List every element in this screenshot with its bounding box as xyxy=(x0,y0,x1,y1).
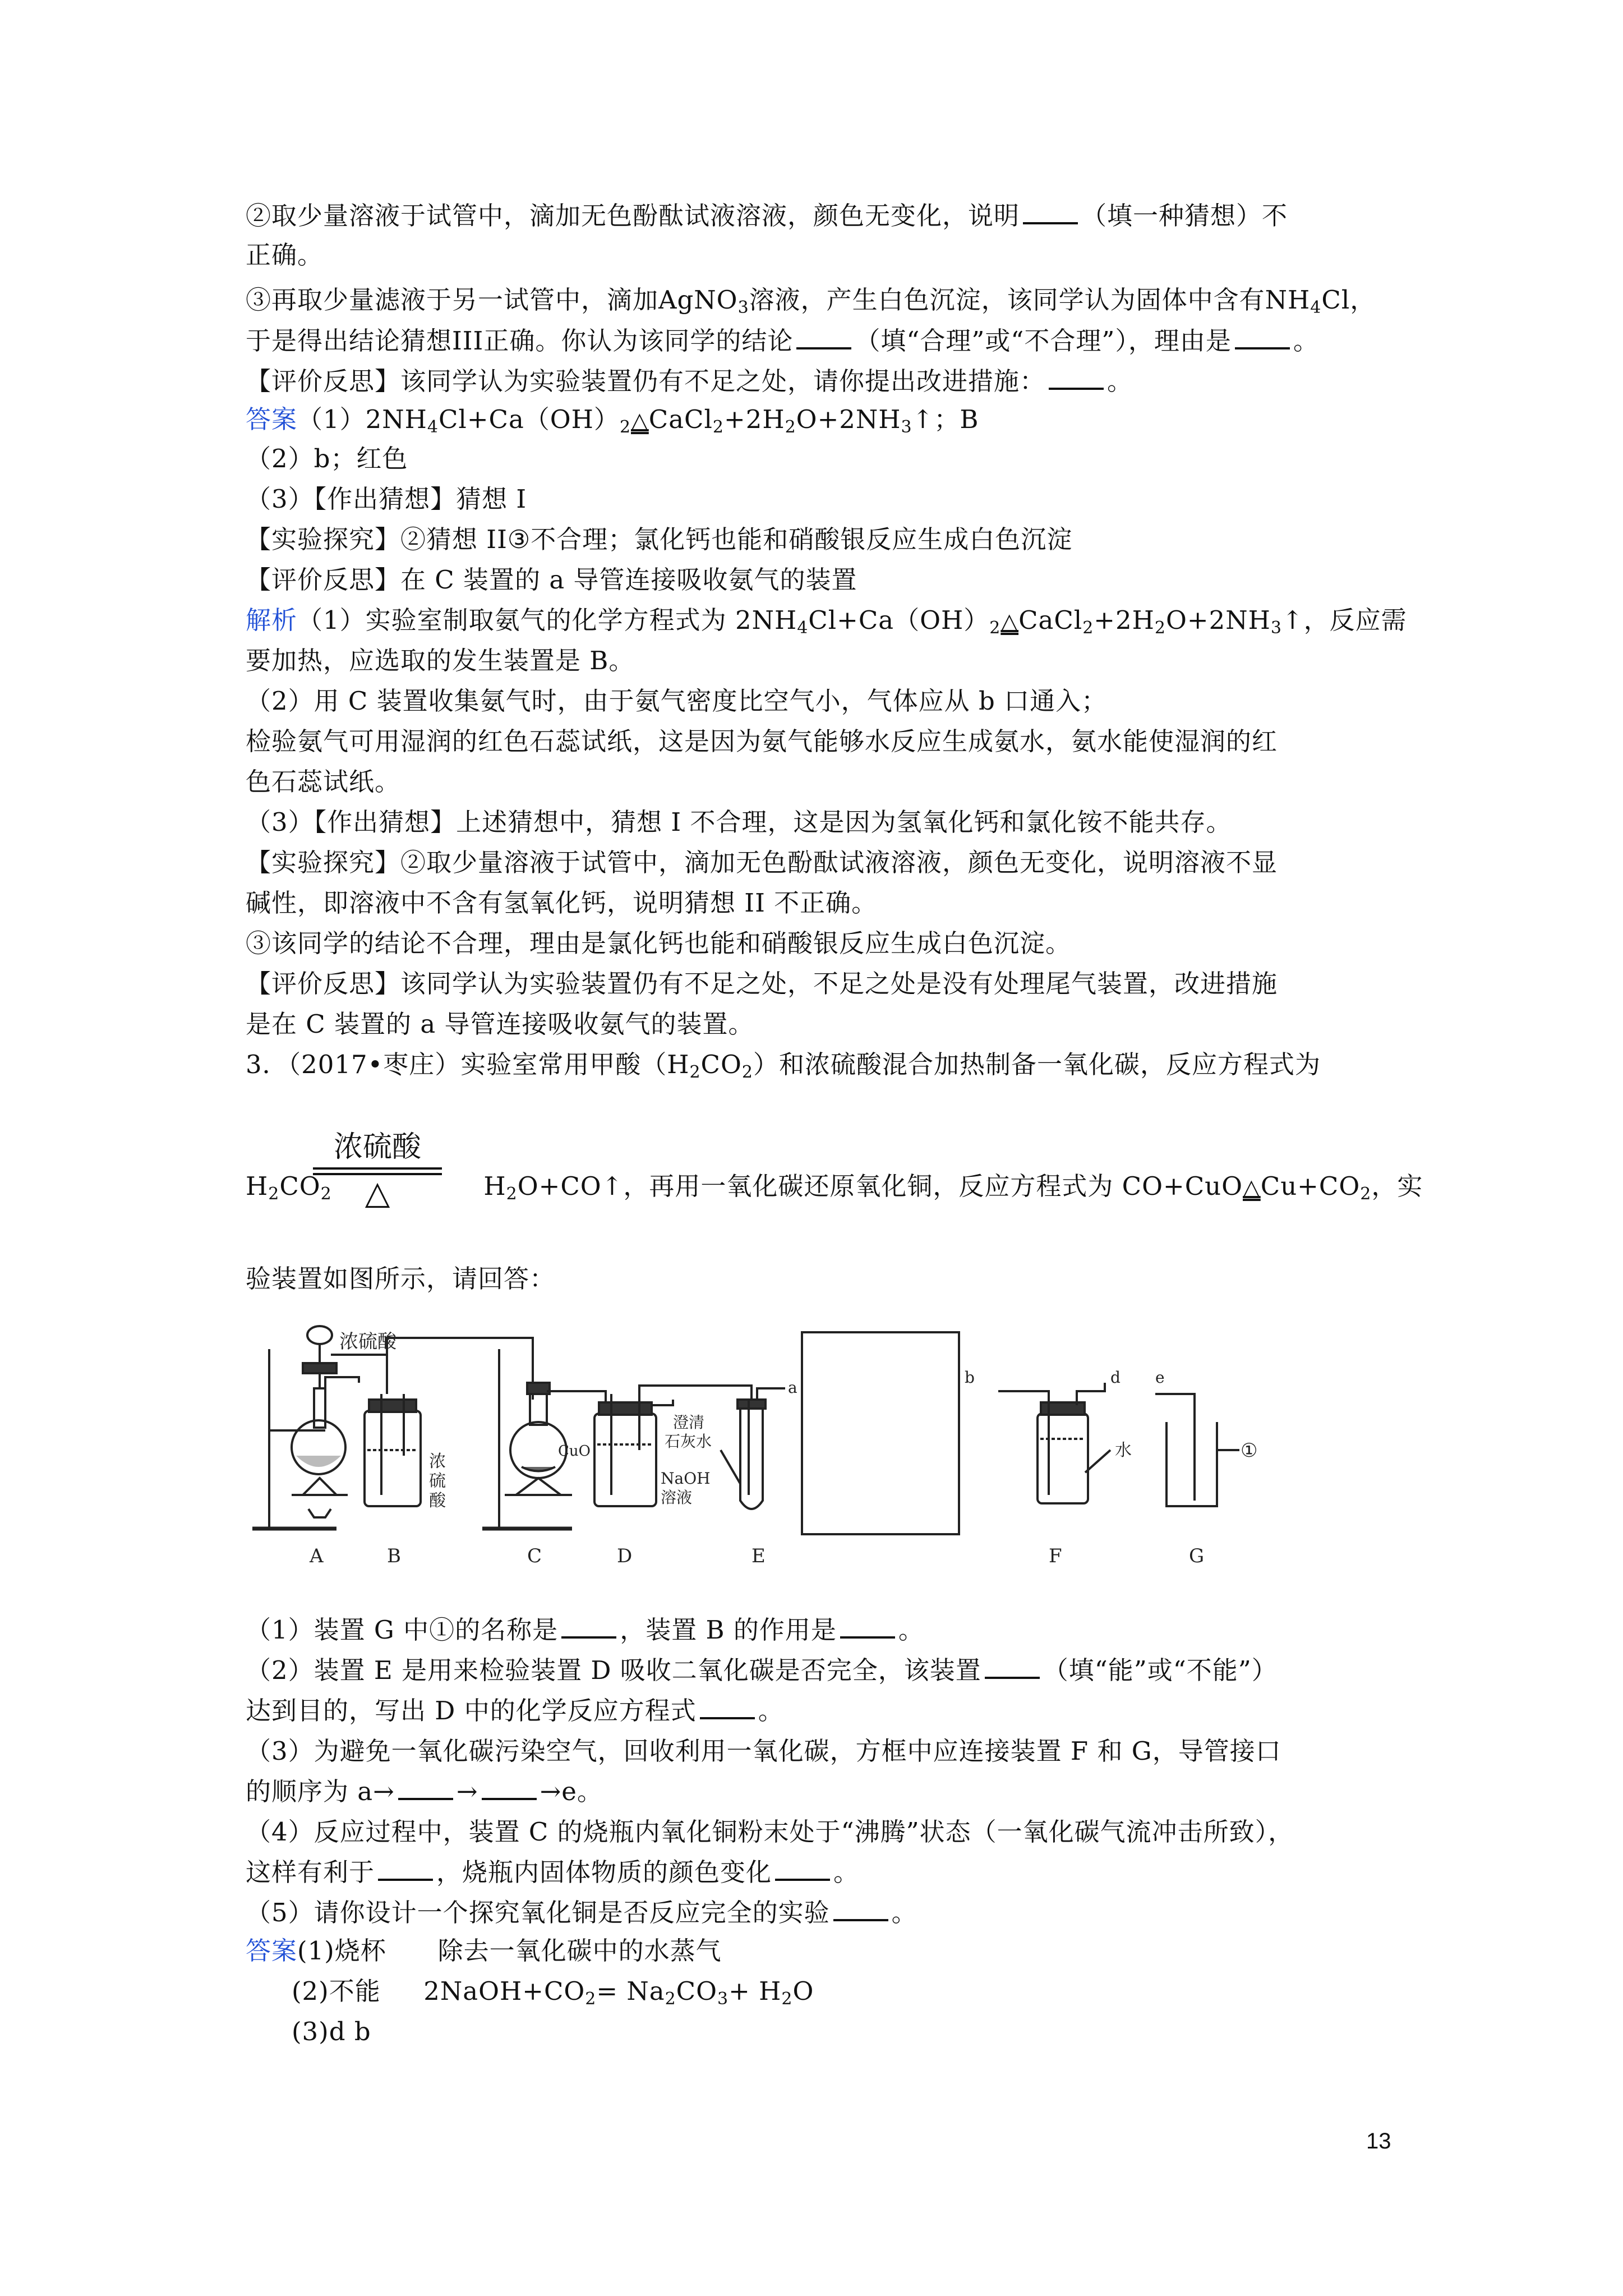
question-2: （2）装置 E 是用来检验装置 D 吸收二氧化碳是否完全，该装置 （填“能”或“不能”） xyxy=(246,1655,1278,1685)
answer-label: 答案 xyxy=(246,1936,298,1966)
svg-text:硫: 硫 xyxy=(429,1471,446,1491)
svg-text:石灰水: 石灰水 xyxy=(665,1432,712,1451)
question-2b: 达到目的，写出 D 中的化学反应方程式 。 xyxy=(246,1696,784,1726)
svg-text:NaOH: NaOH xyxy=(661,1469,711,1488)
answer3-line-1: 答案(1)烧杯 除去一氧化碳中的水蒸气 xyxy=(246,1936,722,1966)
analysis-line-1: 解析（1）实验室制取氨气的化学方程式为 $2NH_4Cl+Ca(OH)_2\triangle CaCl_2+2H_2O+2NH_3↑$，反应需 xyxy=(246,605,1407,638)
q3-line-1: 3．（2017•枣庄）实验室常用甲酸$(H_2CO_2)$和浓硫酸混合加热制备一氧化碳，反应方程式为 xyxy=(246,1050,1321,1082)
blank[interactable] xyxy=(700,1697,755,1719)
blank[interactable] xyxy=(1049,367,1104,390)
svg-text:e: e xyxy=(1155,1368,1165,1387)
question-4: （4）反应过程中，装置 C 的烧瓶内氧化铜粉末处于“沸腾”状态（一氧化碳气流冲击所致）， xyxy=(246,1817,1294,1847)
equation-condition: 浓硫酸 △ xyxy=(313,1130,442,1210)
svg-text:浓硫酸: 浓硫酸 xyxy=(339,1331,396,1353)
question-4b: 这样有利于 ，烧瓶内固体物质的颜色变化 。 xyxy=(246,1857,860,1887)
svg-text:a: a xyxy=(788,1378,797,1397)
svg-text:水: 水 xyxy=(1115,1441,1132,1460)
blank[interactable] xyxy=(840,1616,895,1639)
analysis-line-3: （2）用 C 装置收集氨气时，由于氨气密度比空气小，气体应从 b 口通入； xyxy=(246,686,1108,716)
apparatus-f xyxy=(965,1368,1132,1567)
blank[interactable] xyxy=(833,1899,888,1921)
analysis-line-6: （3）【作出猜想】上述猜想中，猜想 I 不合理，这是因为氢氧化钙和氯化铵不能共存。 xyxy=(246,807,1232,837)
apparatus-g xyxy=(1155,1368,1257,1567)
svg-text:CuO: CuO xyxy=(558,1443,591,1460)
analysis-line-11: 是在 C 装置的 a 导管连接吸收氨气的装置。 xyxy=(246,1009,754,1039)
page-number: 13 xyxy=(1366,2129,1391,2154)
connection-box xyxy=(802,1332,959,1534)
svg-text:A: A xyxy=(310,1545,324,1567)
svg-text:F: F xyxy=(1049,1545,1062,1567)
blank[interactable] xyxy=(398,1778,453,1800)
question-1: （1）装置 G 中①的名称是 ，装置 B 的作用是 。 xyxy=(246,1615,924,1645)
question-3: （3）为避免一氧化碳污染空气，回收利用一氧化碳，方框中应连接装置 F 和 G，导管接口 xyxy=(246,1736,1281,1766)
analysis-line-5: 色石蕊试纸。 xyxy=(246,767,401,797)
line-conclusion: 于是得出结论猜想III正确。你认为该同学的结论 （填“合理”或“不合理”），理由是 。 xyxy=(246,326,1319,356)
answer-line-1: 答案$(1)2NH_4Cl+Ca(OH)_2\triangle CaCl_2+2H_2O+2NH_3↑$；B xyxy=(246,404,979,437)
analysis-label: 解析 xyxy=(246,605,298,635)
answer-line-3: （3）【作出猜想】猜想 I xyxy=(246,484,527,514)
apparatus-b xyxy=(365,1394,446,1567)
answer-label: 答案 xyxy=(246,404,298,434)
answer-line-2: （2）b；红色 xyxy=(246,444,408,473)
svg-text:B: B xyxy=(387,1545,401,1567)
svg-text:C: C xyxy=(527,1545,542,1567)
q3-line-3: 验装置如图所示，请回答： xyxy=(246,1264,556,1294)
question-3b: 的顺序为 a→ → →e。 xyxy=(246,1777,603,1806)
blank[interactable] xyxy=(1235,327,1290,349)
analysis-line-4: 检验氨气可用湿润的红色石蕊试纸，这是因为氨气能够水反应生成氨水，氨水能使湿润的红 xyxy=(246,726,1278,756)
blank[interactable] xyxy=(796,327,851,349)
svg-text:浓: 浓 xyxy=(429,1452,446,1471)
svg-text:①: ① xyxy=(1241,1439,1258,1462)
line-guess-2: ②取少量溶液于试管中，滴加无色酚酞试液溶液，颜色无变化，说明 （填一种猜想）不 xyxy=(246,201,1288,231)
line-reflection: 【评价反思】该同学认为实验装置仍有不足之处，请你提出改进措施： 。 xyxy=(246,366,1133,396)
answer3-line-3: (3)d b xyxy=(292,2017,371,2046)
svg-text:澄清: 澄清 xyxy=(673,1413,705,1432)
q3-equation: $H_2CO_2$ $H_2O+CO↑$，再用一氧化碳还原氧化铜，反应方程式为 $CO+CuO\triangle Cu+CO_2$，实 xyxy=(246,1171,1423,1204)
apparatus-a xyxy=(252,1326,397,1567)
blank[interactable] xyxy=(561,1616,616,1639)
question-5: （5）请你设计一个探究氧化铜是否反应完全的实验 。 xyxy=(246,1898,917,1927)
apparatus-c xyxy=(482,1349,591,1567)
svg-text:溶液: 溶液 xyxy=(661,1488,693,1507)
answer-line-4: 【实验探究】②猜想 II③不合理；氯化钙也能和硝酸银反应生成白色沉淀 xyxy=(246,524,1073,554)
svg-text:b: b xyxy=(965,1368,975,1387)
svg-text:d: d xyxy=(1110,1368,1121,1387)
svg-text:D: D xyxy=(617,1545,633,1567)
line-correct: 正确。 xyxy=(246,240,324,270)
blank[interactable] xyxy=(378,1858,433,1881)
svg-text:E: E xyxy=(751,1545,766,1567)
blank[interactable] xyxy=(1023,202,1078,224)
analysis-line-8: 碱性，即溶液中不含有氢氧化钙，说明猜想 II 不正确。 xyxy=(246,888,878,918)
apparatus-figure xyxy=(247,1315,1301,1573)
blank[interactable] xyxy=(482,1778,537,1800)
svg-text:G: G xyxy=(1189,1545,1205,1567)
answer3-line-2: (2)不能 $2NaOH+CO_2= Na_2CO_3+ H_2O$ xyxy=(292,1976,814,2009)
line-guess-3: ③再取少量滤液于另一试管中，滴加AgNO$_3$溶液，产生白色沉淀，该同学认为固体中含有$NH_4Cl$， xyxy=(246,285,1376,318)
analysis-line-10: 【评价反思】该同学认为实验装置仍有不足之处，不足之处是没有处理尾气装置，改进措施 xyxy=(246,969,1278,999)
analysis-line-7: 【实验探究】②取少量溶液于试管中，滴加无色酚酞试液溶液，颜色无变化，说明溶液不显 xyxy=(246,848,1278,877)
blank[interactable] xyxy=(775,1858,830,1881)
analysis-line-9: ③该同学的结论不合理，理由是氯化钙也能和硝酸银反应生成白色沉淀。 xyxy=(246,928,1072,958)
blank[interactable] xyxy=(985,1657,1040,1679)
svg-text:酸: 酸 xyxy=(429,1491,446,1511)
answer-line-5: 【评价反思】在 C 装置的 a 导管连接吸收氨气的装置 xyxy=(246,565,857,595)
analysis-line-2: 要加热，应选取的发生装置是 B。 xyxy=(246,646,635,675)
